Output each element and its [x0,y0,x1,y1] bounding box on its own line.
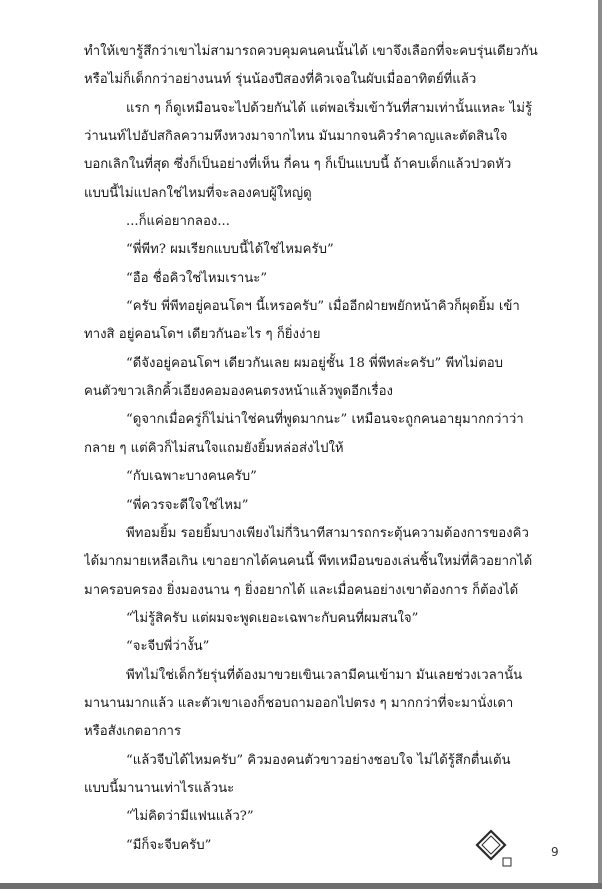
text-line: แบบนี้มานานเท่าไรแล้วนะ [84,780,235,796]
text-line: หรือสังเกตอาการ [84,724,182,740]
text-line: แบบนี้ไม่แปลกใช่ไหมที่จะลองคบผู้ใหญ่ดู [84,185,312,201]
text-line: หรือไม่ก็เด็กกว่าอย่างนนท์ รุ่นน้องปีสองที่คิวเจอในผับเมื่ออาทิตย์ที่แล้ว [84,72,477,88]
text-line: “ไม่รู้สิครับ แต่ผมจะพูดเยอะเฉพาะกับคนที่ผมสนใจ” [126,610,419,626]
page-edge-bottom [0,883,602,889]
text-line: ได้มากมายเหลือเกิน เขาอยากได้คนคนนี้ พีทเหมือนของเล่นชิ้นใหม่ที่คิวอยากได้ [84,554,533,570]
text-line: แรก ๆ ก็ดูเหมือนจะไปด้วยกันได้ แต่พอเริ่มเข้าวันที่สามเท่านั้นแหละ ไม่รู้ [126,100,533,116]
paragraph [84,605,540,633]
text-line: “พี่พีท? ผมเรียกแบบนี้ได้ใช่ไหมครับ” [126,242,334,258]
paragraph [84,803,540,831]
text-line: “แล้วจีบได้ไหมครับ” คิวมองคนตัวขาวอย่างชอบใจ ไม่ได้รู้สึกตื่นเต้น [126,752,511,768]
paragraph [84,747,540,804]
text-line: “ไม่คิดว่ามีแฟนแล้ว?” [126,809,254,825]
text-line: พีทไม่ใช่เด็กวัยรุ่นที่ต้องมาขวยเขินเวลามีคนเข้ามา มันเลยช่วงเวลานั้น [126,667,523,683]
text-line: กลาย ๆ แต่คิวก็ไม่สนใจแถมยังยิ้มหล่อส่งไปให้ [84,440,344,456]
paragraph [84,520,540,605]
diamond-ornament-icon [474,828,516,868]
text-line: มานานมากแล้ว และตัวเขาเองก็ชอบถามออกไปตรง ๆ มากกว่าที่จะมานั่งเดา [84,695,514,711]
text-line: “มีก็จะจีบครับ” [126,837,212,853]
page-edge-right [598,0,602,889]
paragraph [84,633,540,661]
paragraph [84,406,540,463]
text-line: ว่านนท์ไปอัปสกิลความหึงหวงมาจากไหน มันมากจนคิวรำคาญและตัดสินใจ [84,129,508,145]
text-line: “ครับ พี่พีทอยู่คอนโดฯ นี้เหรอครับ” เมื่ออีกฝ่ายพยักหน้าคิวก็ผุดยิ้ม เข้า [126,299,520,315]
paragraph [84,832,540,860]
paragraph [84,492,540,520]
paragraph [84,38,540,95]
text-line: “อือ ชื่อคิวใช่ไหมเรานะ” [126,270,268,286]
paragraph [84,265,540,293]
text-line: “ดูจากเมื่อครู่ก็ไม่น่าใช่คนที่พูดมากนะ” เหมือนจะถูกคนอายุมากกว่าว่า [126,412,524,428]
text-line: บอกเลิกในที่สุด ซึ่งก็เป็นอย่างที่เห็น กี่คน ๆ ก็เป็นแบบนี้ ถ้าคบเด็กแล้วปวดหัว [84,157,512,173]
text-line: “กับเฉพาะบางคนครับ” [126,469,257,485]
paragraph [84,208,540,236]
text-line: พีทอมยิ้ม รอยยิ้มบางเพียงไม่กี่วินาทีสามารถกระตุ้นความต้องการของคิว [126,525,529,541]
text-line: ...ก็แค่อยากลอง... [126,214,230,230]
text-line: ทำให้เขารู้สึกว่าเขาไม่สามารถควบคุมคนคนนั้นได้ เขาจึงเลือกที่จะคบรุ่นเดียวกัน [84,44,538,59]
text-line: “จะจีบพี่ว่างั้น” [126,639,210,655]
page-number: 9 [551,845,559,859]
text-line: คนตัวขาวเลิกคิ้วเอียงคอมองคนตรงหน้าแล้วพูดอีกเรื่อง [84,384,393,400]
text-line: มาครอบครอง ยิ่งมองนาน ๆ ยิ่งอยากได้ และเมื่อคนอย่างเขาต้องการ ก็ต้องได้ [84,582,519,598]
paragraph [84,350,540,407]
text-line: “ดีจังอยู่คอนโดฯ เดียวกันเลย ผมอยู่ชั้น 18 พี่พีทล่ะครับ” พีทไม่ตอบ [126,355,504,371]
paragraph [84,662,540,747]
paragraph [84,95,540,208]
paragraph [84,236,540,264]
text-line: ทางสิ อยู่คอนโดฯ เดียวกันอะไร ๆ ก็ยิ่งง่าย [84,327,321,343]
paragraph [84,293,540,350]
paragraph [84,463,540,491]
text-line: “พี่ควรจะดีใจใช่ไหม” [126,497,249,513]
document-body [84,38,540,860]
